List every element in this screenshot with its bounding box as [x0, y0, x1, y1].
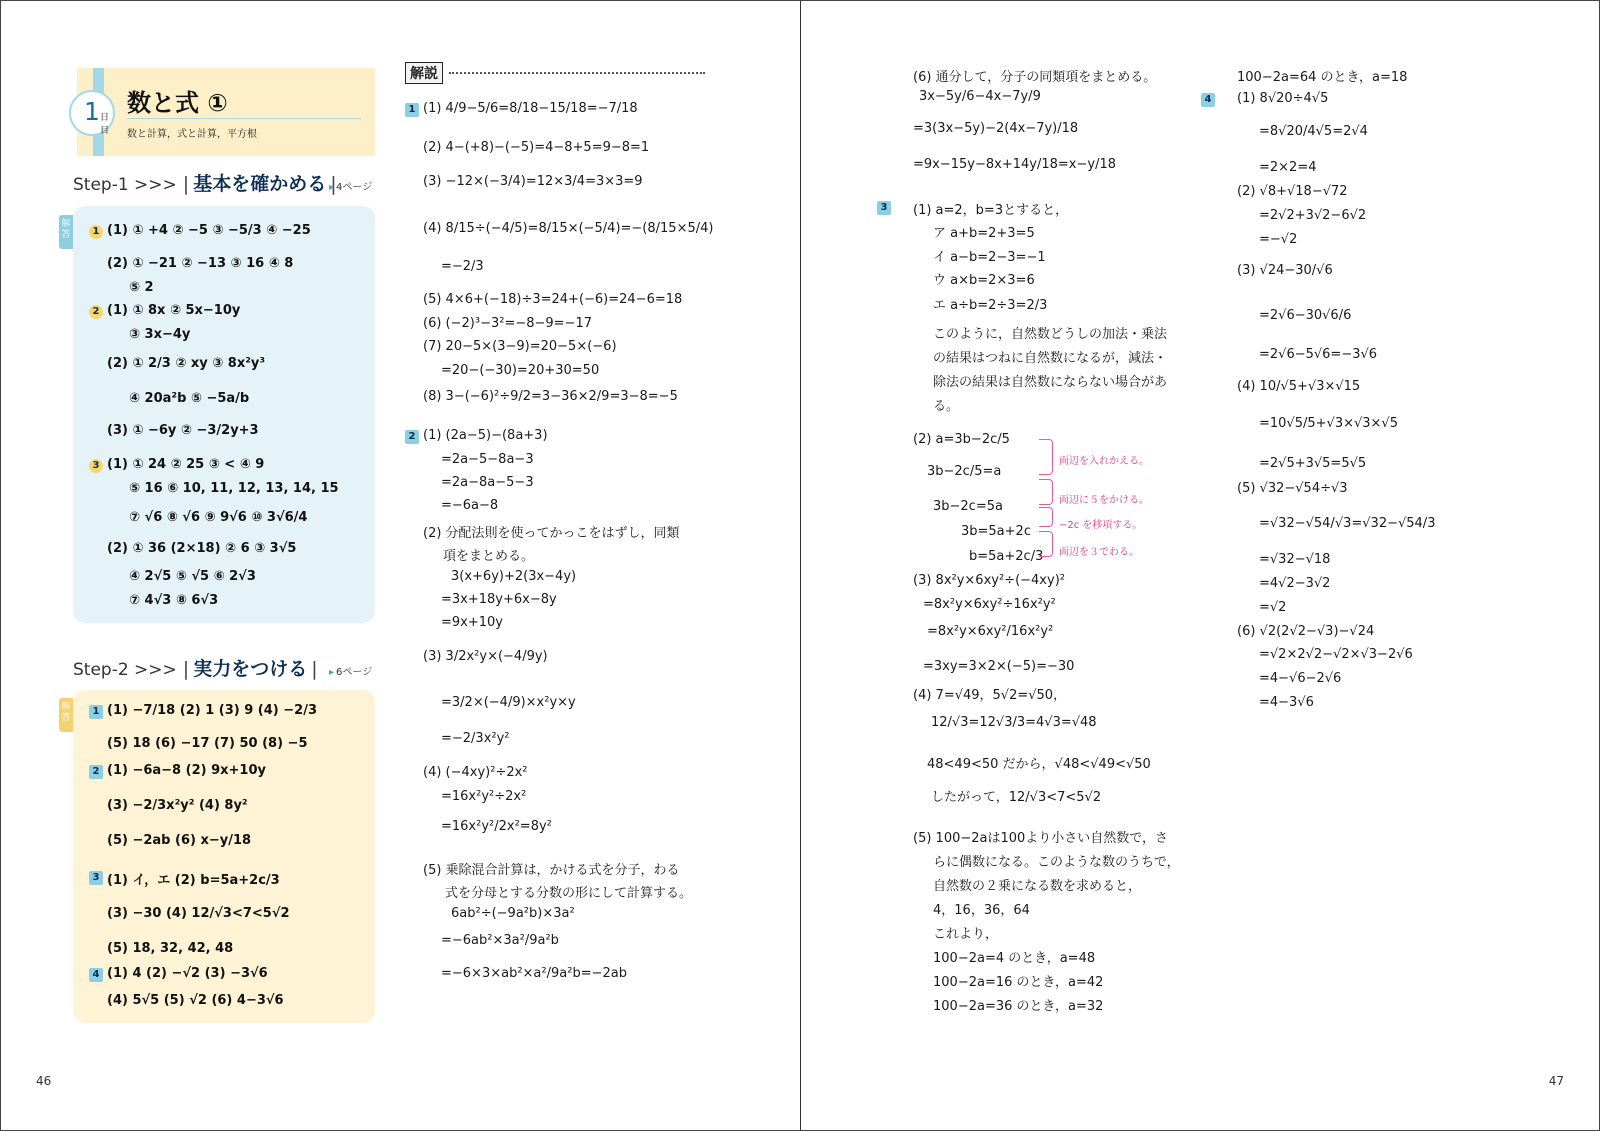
c1-line: 100−2a=4 のとき，a=48 — [933, 951, 1096, 966]
s2-line: (5) 18, 32, 42, 48 — [107, 941, 234, 956]
c1-line: =8x²y×6xy²/16x²y² — [927, 624, 1054, 639]
c2-line: 100−2a=64 のとき，a=18 — [1237, 70, 1408, 85]
right-page — [800, 0, 1600, 1131]
c2-line: =10√5/5+√3×√3×√5 — [1259, 416, 1398, 431]
c2-line: =2√2+3√2−6√2 — [1259, 208, 1367, 223]
question-number-3: 3 — [877, 201, 891, 215]
transform-note: 両辺に５をかける。 — [1059, 495, 1149, 506]
s1-line: ④ 2√5 ⑤ √5 ⑥ 2√3 — [129, 569, 256, 584]
c1-line: b=5a+2c/3 — [969, 549, 1044, 564]
question-number-2: 2 — [89, 305, 103, 319]
c1-line: ア a+b=2+3=5 — [933, 226, 1035, 241]
sol-line: 6ab²÷(−9a²b)×3a² — [451, 906, 575, 921]
c2-line: (4) 10/√5+√3×√15 — [1237, 379, 1361, 394]
c1-line: 100−2a=36 のとき，a=32 — [933, 999, 1104, 1014]
c2-line: =4−√6−2√6 — [1259, 671, 1342, 686]
c2-line: =2√6−30√6/6 — [1259, 308, 1352, 323]
sol-line: (7) 20−5×(3−9)=20−5×(−6) — [423, 339, 617, 354]
c2-line: =√2×2√2−√2×√3−2√6 — [1259, 647, 1413, 662]
c2-line: =−√2 — [1259, 232, 1298, 247]
c1-line: エ a÷b=2÷3=2/3 — [933, 298, 1048, 313]
c1-line: 48<49<50 だから，√48<√49<√50 — [927, 757, 1151, 772]
title-rule — [127, 118, 361, 119]
c1-line: イ a−b=2−3=−1 — [933, 250, 1046, 265]
page-number-left: 46 — [36, 1074, 52, 1088]
c1-line: =8x²y×6xy²÷16x²y² — [923, 597, 1056, 612]
s1-line: ⑤ 2 — [129, 280, 154, 295]
sol-line: (2) 4−(+8)−(−5)=4−8+5=9−8=1 — [423, 140, 650, 155]
c2-line: =√32−√18 — [1259, 552, 1331, 567]
step1-answer-tag: 解答 — [59, 215, 73, 249]
page-subtitle: 数と計算，式と計算，平方根 — [127, 129, 257, 140]
sol-line: (8) 3−(−6)²÷9/2=3−36×2/9=3−8=−5 — [423, 389, 678, 404]
c1-line: (6) 通分して，分子の同類項をまとめる。 — [913, 70, 1157, 85]
s2-line: (5) −2ab (6) x−y/18 — [107, 833, 252, 848]
transform-note: 両辺を３でわる。 — [1059, 547, 1139, 558]
c1-line: =3xy=3×2×(−5)=−30 — [923, 659, 1075, 674]
c2-line: =2√6−5√6=−3√6 — [1259, 347, 1378, 362]
sol-line: (1) (2a−5)−(8a+3) — [423, 428, 548, 443]
c1-line: =9x−15y−8x+14y/18=x−y/18 — [913, 157, 1116, 172]
c1-line: 除法の結果は自然数にならない場合があ — [933, 375, 1168, 390]
page-number-right: 47 — [1548, 1074, 1564, 1088]
s1-line: ⑦ 4√3 ⑧ 6√3 — [129, 593, 219, 608]
c1-line: (5) 100−2aは100より小さい自然数で，さ — [913, 831, 1169, 846]
sol-line: =−2/3 — [441, 259, 484, 274]
transform-note: 両辺を入れかえる。 — [1059, 456, 1149, 467]
sol-line: (1) 4/9−5/6=8/18−15/18=−7/18 — [423, 101, 638, 116]
bracket-arrow — [1039, 479, 1053, 505]
question-number-1: 1 — [405, 103, 419, 117]
sol-line: (4) 8/15÷(−4/5)=8/15×(−5/4)=−(8/15×5/4) — [423, 221, 714, 236]
c1-line: らに偶数になる。このような数のうちで， — [933, 855, 1180, 870]
c2-line: =4√2−3√2 — [1259, 576, 1331, 591]
step2-page-ref: ▸ 6ページ — [329, 663, 372, 678]
c1-line: したがって，12/√3<7<5√2 — [931, 790, 1102, 805]
s1-line: ⑦ √6 ⑧ √6 ⑨ 9√6 ⑩ 3√6/4 — [129, 510, 308, 525]
sol-line: =−6×3×ab²×a²/9a²b=−2ab — [441, 966, 627, 981]
sol-line: =3x+18y+6x−8y — [441, 592, 557, 607]
sol-line: (5) 乗除混合計算は，かける式を分子，わる — [423, 863, 680, 878]
step1-heading: Step-1 >>>| 基本を確かめる | — [73, 169, 337, 196]
c2-line: =√32−√54/√3=√32−√54/3 — [1259, 516, 1436, 531]
s2-line: (4) 5√5 (5) √2 (6) 4−3√6 — [107, 993, 284, 1008]
c2-line: (2) √8+√18−√72 — [1237, 184, 1348, 199]
c1-line: 100−2a=16 のとき，a=42 — [933, 975, 1104, 990]
question-number-3: 3 — [89, 459, 103, 473]
sol-line: 式を分母とする分数の形にして計算する。 — [445, 886, 693, 901]
sol-line: =16x²y²÷2x² — [441, 789, 527, 804]
kaisetsu-label: 解説 — [405, 62, 443, 84]
s1-line: (2) ① 2/3 ② xy ③ 8x²y³ — [107, 356, 266, 371]
c1-line: る。 — [933, 399, 960, 414]
sol-line: (2) 分配法則を使ってかっこをはずし，同類 — [423, 526, 680, 541]
s2-line: (1) −6a−8 (2) 9x+10y — [107, 763, 266, 778]
sol-line: (6) (−2)³−3²=−8−9=−17 — [423, 316, 592, 331]
c1-line: (3) 8x²y×6xy²÷(−4xy)² — [913, 573, 1065, 588]
sol-line: 項をまとめる。 — [443, 549, 535, 564]
sol-line: =−2/3x²y² — [441, 731, 510, 746]
bracket-arrow — [1039, 531, 1053, 557]
question-number-1: 1 — [89, 225, 103, 239]
transform-note: −2c を移項する。 — [1059, 520, 1143, 531]
s1-line: ⑤ 16 ⑥ 10, 11, 12, 13, 14, 15 — [129, 481, 339, 496]
kaisetsu-dots — [449, 72, 705, 74]
c1-line: 自然数の２乗になる数を求めると， — [933, 879, 1142, 894]
s2-line: (5) 18 (6) −17 (7) 50 (8) −5 — [107, 736, 308, 751]
page-title: 数と式 ① — [127, 89, 228, 117]
c1-line: ウ a×b=2×3=6 — [933, 273, 1035, 288]
c1-line: 3b−2c=5a — [933, 499, 1003, 514]
s2-line: (1) −7/18 (2) 1 (3) 9 (4) −2/3 — [107, 703, 317, 718]
sol-line: (3) −12×(−3/4)=12×3/4=3×3=9 — [423, 174, 643, 189]
question-number-2: 2 — [405, 430, 419, 444]
day-badge: 1 日目 — [69, 90, 115, 136]
s2-line: (3) −2/3x²y² (4) 8y² — [107, 798, 248, 813]
c1-line: =3(3x−5y)−2(4x−7y)/18 — [913, 121, 1079, 136]
bracket-arrow — [1039, 439, 1053, 475]
sol-line: =−6ab²×3a²/9a²b — [441, 933, 559, 948]
s2-line: (1) イ，エ (2) b=5a+2c/3 — [107, 873, 280, 888]
step2-answer-tag: 解答 — [59, 698, 73, 732]
c1-line: (4) 7=√49，5√2=√50， — [913, 688, 1067, 703]
sol-line: =2a−8a−5−3 — [441, 475, 534, 490]
sol-line: (4) (−4xy)²÷2x² — [423, 765, 528, 780]
s2-line: (3) −30 (4) 12/√3<7<5√2 — [107, 906, 290, 921]
question-number-2: 2 — [89, 765, 103, 779]
c2-line: =2×2=4 — [1259, 160, 1317, 175]
s1-line: (3) ① −6y ② −3/2y+3 — [107, 423, 259, 438]
c2-line: =8√20/4√5=2√4 — [1259, 124, 1368, 139]
sol-line: (3) 3/2x²y×(−4/9y) — [423, 649, 548, 664]
step2-heading: Step-2 >>>| 実力をつける | — [73, 654, 318, 681]
sol-line: =3/2×(−4/9)×x²y×y — [441, 695, 576, 710]
sol-line: =2a−5−8a−3 — [441, 452, 534, 467]
step1-page-ref: ▸ 4ページ — [329, 178, 372, 193]
c1-line: 12/√3=12√3/3=4√3=√48 — [931, 715, 1097, 730]
s1-line: (1) ① 24 ② 25 ③ < ④ 9 — [107, 457, 265, 472]
sol-line: (5) 4×6+(−18)÷3=24+(−6)=24−6=18 — [423, 292, 683, 307]
sol-line: 3(x+6y)+2(3x−4y) — [451, 569, 577, 584]
c2-line: (1) 8√20÷4√5 — [1237, 91, 1329, 106]
c2-line: (3) √24−30/√6 — [1237, 263, 1333, 278]
question-number-4: 4 — [1201, 93, 1215, 107]
c1-line: 4，16，36，64 — [933, 903, 1030, 918]
c2-line: =4−3√6 — [1259, 695, 1314, 710]
bracket-arrow — [1039, 507, 1053, 527]
c2-line: =2√5+3√5=5√5 — [1259, 456, 1367, 471]
s1-line: ④ 20a²b ⑤ −5a/b — [129, 391, 250, 406]
c1-line: これより， — [933, 927, 999, 942]
s1-line: (1) ① 8x ② 5x−10y — [107, 303, 241, 318]
c1-line: 3x−5y/6−4x−7y/9 — [919, 89, 1041, 104]
sol-line: =−6a−8 — [441, 498, 499, 513]
question-number-4: 4 — [89, 968, 103, 982]
sol-line: =9x+10y — [441, 615, 503, 630]
s1-line: (2) ① 36 (2×18) ② 6 ③ 3√5 — [107, 541, 297, 556]
c2-line: (5) √32−√54÷√3 — [1237, 481, 1348, 496]
c1-line: このように，自然数どうしの加法・乗法 — [933, 327, 1168, 342]
c1-line: 3b=5a+2c — [961, 524, 1031, 539]
sol-line: =20−(−30)=20+30=50 — [441, 363, 600, 378]
c2-line: =√2 — [1259, 600, 1287, 615]
sol-line: =16x²y²/2x²=8y² — [441, 819, 552, 834]
c1-line: の結果はつねに自然数になるが，減法・ — [933, 351, 1168, 366]
question-number-1: 1 — [89, 705, 103, 719]
c1-line: 3b−2c/5=a — [927, 464, 1002, 479]
s1-line: (2) ① −21 ② −13 ③ 16 ④ 8 — [107, 256, 294, 271]
s1-line: ③ 3x−4y — [129, 327, 191, 342]
s2-line: (1) 4 (2) −√2 (3) −3√6 — [107, 966, 268, 981]
c2-line: (6) √2(2√2−√3)−√24 — [1237, 624, 1375, 639]
s1-line: (1) ① +4 ② −5 ③ −5/3 ④ −25 — [107, 223, 311, 238]
c1-line: (2) a=3b−2c/5 — [913, 432, 1010, 447]
c1-line: (1) a=2，b=3とすると， — [913, 203, 1069, 218]
question-number-3: 3 — [89, 871, 103, 885]
